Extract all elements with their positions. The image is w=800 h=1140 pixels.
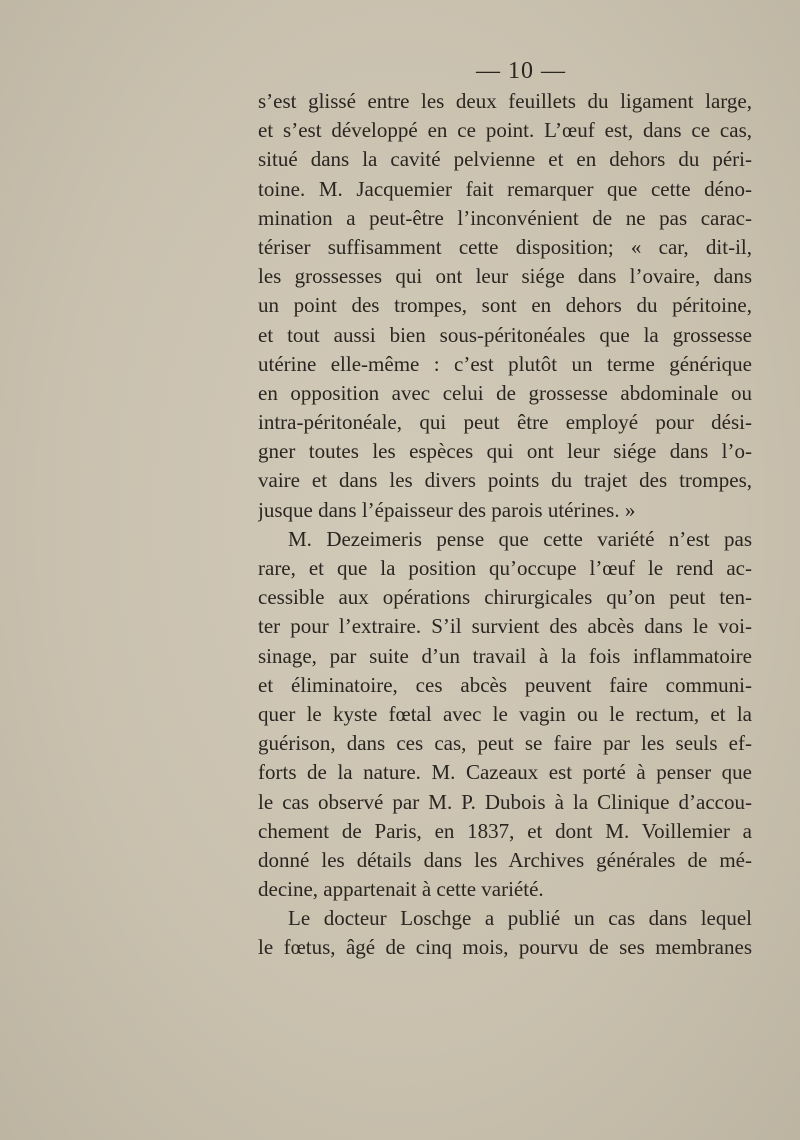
text-line: forts de la nature. M. Cazeaux est porté à penser que xyxy=(258,760,752,785)
text-line: chement de Paris, en 1837, et dont M. Voillemier a xyxy=(258,818,752,843)
text-line: les grossesses qui ont leur siége dans l’ovaire, dans xyxy=(258,264,752,289)
text-line: decine, appartenait à cette variété. xyxy=(258,877,544,902)
text-line: sinage, par suite d’un travail à la fois inflammatoire xyxy=(258,643,752,668)
text-line: tériser suffisamment cette disposition; « car, dit-il, xyxy=(258,234,752,259)
text-line: situé dans la cavité pelvienne et en dehors du péri- xyxy=(258,147,752,172)
text-line: rare, et que la position qu’occupe l’œuf le rend ac- xyxy=(258,556,752,580)
text-line: intra-péritonéale, qui peut être employé pour dési- xyxy=(258,410,752,435)
text-line: le cas observé par M. P. Dubois à la Clinique d’accou- xyxy=(258,789,752,814)
paragraph-start-line: M. Dezeimeris pense que cette variété n’est pas xyxy=(288,526,752,551)
text-line: mination a peut-être l’inconvénient de ne pas carac- xyxy=(258,205,752,230)
text-line: utérine elle-même : c’est plutôt un terme générique xyxy=(258,351,752,376)
body-text xyxy=(258,87,752,963)
text-line: toine. M. Jacquemier fait remarquer que cette déno- xyxy=(258,176,752,201)
text-line: guérison, dans ces cas, peut se faire par les seuls ef- xyxy=(258,731,752,756)
text-line: quer le kyste fœtal avec le vagin ou le rectum, et la xyxy=(258,701,752,726)
text-line: vaire et dans les divers points du trajet des trompes, xyxy=(258,468,752,493)
page-number: — 10 — xyxy=(476,58,566,84)
text-line: et s’est développé en ce point. L’œuf est, dans ce cas, xyxy=(258,118,752,143)
text-line: le fœtus, âgé de cinq mois, pourvu de ses membranes xyxy=(258,935,752,960)
text-line: donné les détails dans les Archives générales de mé- xyxy=(258,847,752,872)
text-line: cessible aux opérations chirurgicales qu’on peut ten- xyxy=(258,585,752,610)
text-line: s’est glissé entre les deux feuillets du ligament large, xyxy=(258,89,752,113)
text-line: et tout aussi bien sous-péritonéales que la grossesse xyxy=(258,322,752,347)
text-line: un point des trompes, sont en dehors du péritoine, xyxy=(258,293,752,318)
text-line: ter pour l’extraire. S’il survient des abcès dans le voi- xyxy=(258,614,752,639)
text-line: et éliminatoire, ces abcès peuvent faire communi- xyxy=(258,672,752,697)
text-line: en opposition avec celui de grossesse abdominale ou xyxy=(258,380,752,405)
text-line: gner toutes les espèces qui ont leur siége dans l’o- xyxy=(258,439,752,464)
paragraph-start-line: Le docteur Loschge a publié un cas dans lequel xyxy=(288,906,752,931)
text-line: jusque dans l’épaisseur des parois utérines. » xyxy=(258,497,636,522)
